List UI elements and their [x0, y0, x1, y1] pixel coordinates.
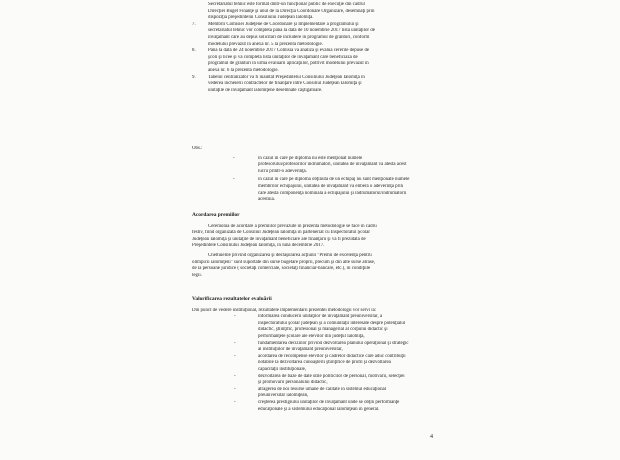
list-item-line: preuniversitar ialomiţean,: [258, 393, 309, 399]
paragraph-line: festiv, fiind organizată de Consiliul Judeţean Ialomiţa în parteneriat cu Inspectoratul Şcolar: [192, 230, 371, 236]
list-item-line: al instituţiilor de învăţământ preuniversitar,: [258, 347, 343, 353]
section-title-premii: Acordarea premiilor: [192, 212, 240, 218]
list-item-line: capacităţii instituţionale,: [258, 367, 307, 372]
list-item-line: notabile la dezvoltarea cunoaşterii ştiinţifice de profil şi dezvoltarea: [258, 360, 391, 366]
list-bullet: -: [234, 353, 236, 359]
obs-item-line: profesorului/profesorilor îndrumători, unitatea de învăţământ va atesta acest: [258, 162, 407, 168]
list-bullet: -: [234, 340, 236, 346]
list-item-line: atragerea de noi resurse umane de calitate în sistemul educaţional: [258, 386, 387, 392]
paragraph-line: Cheltuielile privind organizarea şi desfăşurarea acţiunii "Premii de excelenţă pentru: [208, 253, 372, 258]
paragraph-line: Preşedintele Consiliului Judeţean Ialomiţa, în luna decembrie 2017.: [192, 243, 325, 249]
list-item-line: informarea conducerii unităţilor de învăţământ preuniversitar, a: [258, 314, 383, 320]
obs-bullet: -: [233, 155, 235, 161]
numbered-item-line: vederea încheierii contractelor de finanţare între Consiliul Judeţean Ialomiţa şi: [208, 81, 362, 87]
list-bullet: -: [234, 373, 236, 379]
list-bullet: -: [234, 400, 236, 405]
item-number: 7.: [192, 21, 196, 27]
numbered-item-line: anexa nr. 6 la prezenta metodologie.: [208, 68, 279, 73]
numbered-item-line: şcoli şi licee şi va completa lista unităţilor de învăţământ care beneficiază de: [208, 54, 358, 60]
obs-item-line: în cazul în care pe diplomă nu este menţionat numele: [258, 155, 363, 161]
obs-label: Obs.:: [192, 146, 203, 151]
list-item-line: dezvoltarea de baze de date utile politicilor de personal, motivarii, selecţiei: [258, 373, 405, 379]
item-number: 8.: [192, 48, 196, 54]
list-item-line: creşterea prestigiului unităţilor de învăţământ unde se obţin performanţe: [258, 400, 400, 405]
obs-bullet: -: [233, 177, 235, 183]
list-item-line: şi promovării personalului didactic,: [258, 380, 328, 386]
obs-item-line: lucru printr-o adeverinţă.: [258, 168, 307, 174]
numbered-item-line: Tabelul centralizator va fi înaintat Preşedintelui Consiliului Judeţean Ialomiţa în: [208, 74, 365, 80]
paragraph-line: Ceremonia de acordare a premiilor prevăzute în prezenta metodologie se face în cadru: [208, 223, 377, 229]
paragraph-line: Judeţean Ialomiţa şi unităţile de învăţământ beneficiare ale finanţării şi va fi prezidată de: [192, 236, 366, 242]
obs-item-line: membrilor echipajului, unitatea de învăţământ va elibera o adeverinţă prin: [258, 184, 404, 189]
obs-item-line: acestuia.: [258, 197, 275, 203]
list-item-line: inspectoratului şcolar judeţean şi a comunităţii interesate despre potenţialul: [258, 320, 406, 326]
numbered-item-line: Membrii Comisiei Judeţene de Coordonare şi Implementare a programului şi: [208, 21, 359, 27]
numbered-item-line: programul de granturi în urma evaluării aplicaţiilor, potrivit modelului prevăzut în: [208, 61, 369, 67]
list-item-line: acordarea de recompense elevilor şi cadrelor didactice care aduc contribuţii: [258, 353, 406, 359]
intro-line: Secretariatul tehnic este format dintr-un funcţionar public de execuţie din cadrul: [208, 2, 365, 7]
list-item-line: performanţele şcolare ale elevilor din judeţul Ialomiţa,: [258, 334, 365, 339]
list-item-line: educaţionale şi a sistemului educaţional ialomiţean în general.: [258, 406, 380, 412]
intro-line: dispoziţia preşedintelui Consiliului Judeţean Ialomiţa.: [208, 15, 314, 21]
numbered-item-line: Până la data de 24 noiembrie 2017 Comisia va analiza şi evalua cererile depuse de: [208, 48, 370, 54]
paragraph-line: olimpicii ialomiţeni" sunt suportate din surse bugetare proprii, precum şi din alte surse atrase,: [192, 259, 376, 265]
item-number: 9.: [192, 74, 196, 80]
paragraph-line: de la persoane juridice ( societăţi comerciale, societăţi financiar-bancare, etc.), în condiţiile: [192, 266, 371, 272]
numbered-item-line: secretariatul tehnic vor completa până la data de 10 noiembrie 2017 lista unităţilor de: [208, 28, 375, 34]
section-title-valorificare: Valorificarea rezultatelor evaluării: [192, 296, 272, 302]
list-item-line: fundamentarea deciziilor privind dezvoltarea planului operaţional şi strategic: [258, 340, 409, 346]
obs-item-line: în cazul în care pe diplomă obţinută de un echipaj nu sunt menţionate numele: [258, 177, 410, 183]
numbered-item-line: modelului prevăzut în anexa nr. 5 la prezenta metodologie.: [208, 41, 323, 47]
intro-line: Direcţiei Buget Finanţe şi unul de la Direcţia Coordonare Organizare, desemnaţi prin: [208, 8, 375, 14]
list-bullet: -: [234, 386, 236, 392]
list-item-line: didactic, ştiinţific, profesional şi managerial al corpului didactic şi: [258, 327, 388, 333]
numbered-item-line: unităţile de învăţământ ialomiţene desemnate câştigătoare.: [208, 87, 323, 93]
list-bullet: -: [234, 314, 236, 320]
obs-item-line: care atestă componenţa nominală a echipajului şi îndrumătorul/îndrumătorii: [258, 190, 407, 196]
numbered-item-line: învăţământ care au depus solicitări de includere în programul de granturi, conform: [208, 35, 370, 40]
page-number: 4: [430, 434, 433, 440]
section-intro: Din punct de vedere instituţional, rezultatele implementării prezentei metodologii vor servi la:: [192, 307, 377, 313]
paragraph-line: legii.: [192, 272, 202, 278]
